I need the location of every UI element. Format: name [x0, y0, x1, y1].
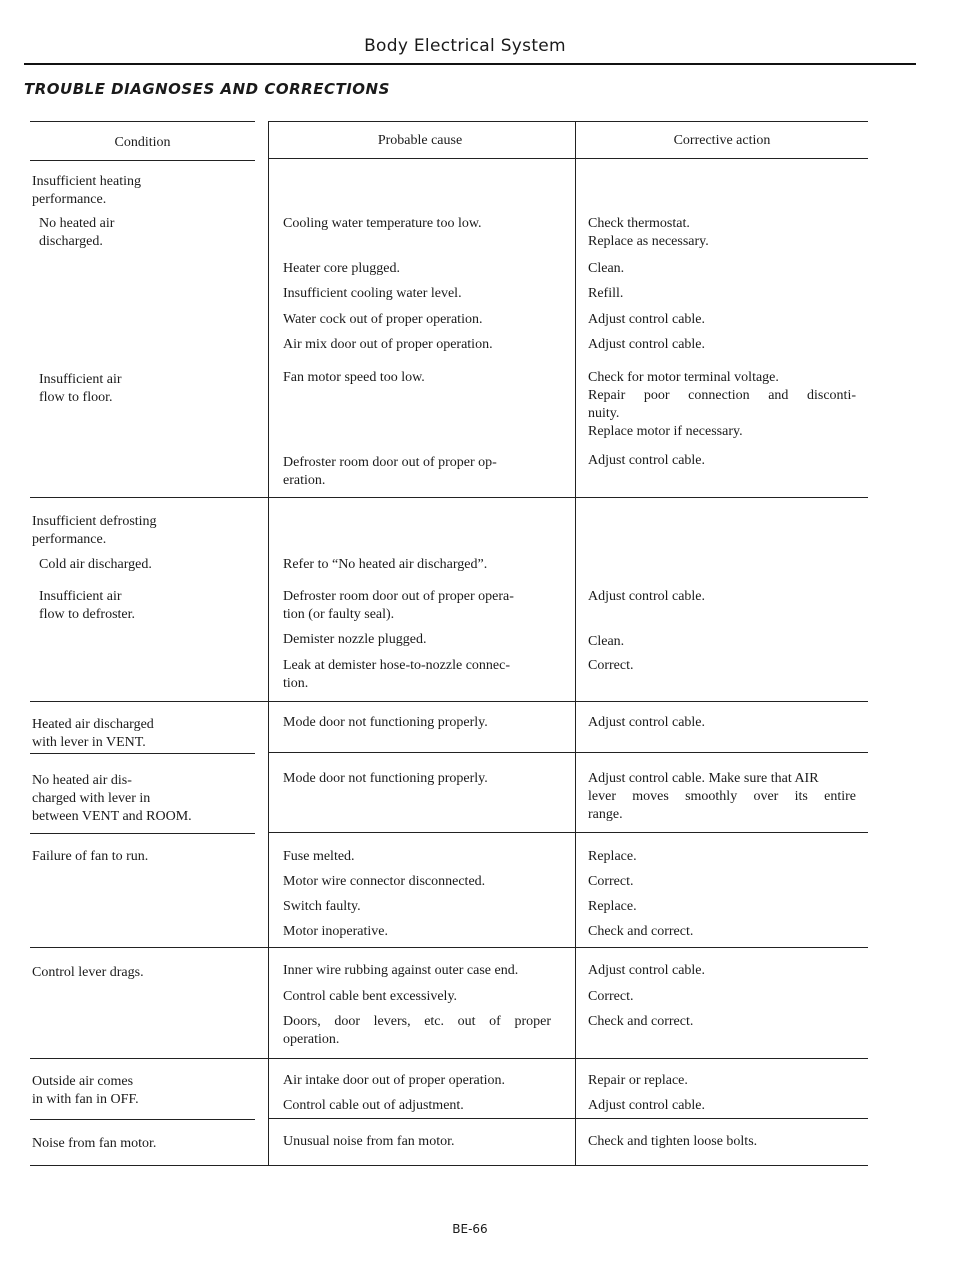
- corrective-action-text: lever moves smoothly over its entire: [588, 789, 856, 804]
- row-separator: [268, 1118, 868, 1119]
- condition-text: in with fan in OFF.: [32, 1092, 139, 1107]
- header-underline-condition: [30, 160, 255, 161]
- probable-cause-text: Mode door not functioning properly.: [283, 771, 488, 786]
- table-bottom-rule: [30, 1165, 868, 1166]
- condition-text: Insufficient defrosting: [32, 514, 157, 529]
- probable-cause-text: Unusual noise from fan motor.: [283, 1134, 455, 1149]
- probable-cause-text: Motor wire connector disconnected.: [283, 874, 486, 889]
- row-separator: [30, 947, 868, 948]
- corrective-action-text: range.: [588, 807, 623, 822]
- row-separator: [268, 832, 868, 833]
- probable-cause-text: Water cock out of proper operation.: [283, 312, 483, 327]
- condition-text: performance.: [32, 532, 107, 547]
- condition-text: Failure of fan to run.: [32, 849, 149, 864]
- corrective-action-text: Check and correct.: [588, 1014, 694, 1029]
- probable-cause-text: Doors, door levers, etc. out of proper: [283, 1014, 551, 1029]
- page-header-title: Body Electrical System: [364, 36, 566, 56]
- corrective-action-text: Replace.: [588, 899, 637, 914]
- column-header-probable-cause: Probable cause: [377, 133, 463, 148]
- probable-cause-text: Air mix door out of proper operation.: [283, 337, 493, 352]
- probable-cause-text: Control cable bent excessively.: [283, 989, 458, 1004]
- probable-cause-text: operation.: [283, 1032, 340, 1047]
- probable-cause-text: Motor inoperative.: [283, 924, 388, 939]
- section-title: TROUBLE DIAGNOSES AND CORRECTIONS: [24, 80, 390, 98]
- probable-cause-text: Mode door not functioning properly.: [283, 715, 488, 730]
- corrective-action-text: Adjust control cable.: [588, 312, 706, 327]
- condition-text: between VENT and ROOM.: [32, 809, 192, 824]
- condition-text: with lever in VENT.: [32, 735, 146, 750]
- sub-condition-text: Cold air discharged.: [39, 557, 152, 572]
- corrective-action-text: Adjust control cable.: [588, 963, 706, 978]
- corrective-action-text: Adjust control cable.: [588, 337, 706, 352]
- header-rule: [24, 63, 916, 65]
- probable-cause-text: Heater core plugged.: [283, 261, 400, 276]
- sub-condition-text: flow to floor.: [39, 390, 113, 405]
- corrective-action-text: Refill.: [588, 286, 624, 301]
- probable-cause-text: Control cable out of adjustment.: [283, 1098, 464, 1113]
- condition-text: Insufficient heating: [32, 174, 141, 189]
- row-separator: [30, 1058, 868, 1059]
- corrective-action-text: Replace.: [588, 849, 637, 864]
- corrective-action-text: Correct.: [588, 658, 634, 673]
- column-divider-right: [575, 121, 576, 1166]
- table-top-rule-cause-action: [268, 121, 868, 122]
- condition-text: Heated air discharged: [32, 717, 154, 732]
- probable-cause-text: Refer to “No heated air discharged”.: [283, 557, 488, 572]
- condition-text: performance.: [32, 192, 107, 207]
- corrective-action-text: Adjust control cable.: [588, 715, 706, 730]
- corrective-action-text: nuity.: [588, 406, 620, 421]
- row-separator: [30, 497, 868, 498]
- corrective-action-text: Adjust control cable.: [588, 1098, 706, 1113]
- probable-cause-text: Fan motor speed too low.: [283, 370, 425, 385]
- column-divider-left: [268, 121, 269, 1166]
- corrective-action-text: Clean.: [588, 634, 625, 649]
- sub-condition-text: flow to defroster.: [39, 607, 136, 622]
- sub-condition-text: Insufficient air: [39, 589, 122, 604]
- condition-text: charged with lever in: [32, 791, 151, 806]
- corrective-action-text: Clean.: [588, 261, 625, 276]
- probable-cause-text: Insufficient cooling water level.: [283, 286, 462, 301]
- sub-condition-text: discharged.: [39, 234, 103, 249]
- probable-cause-text: Switch faulty.: [283, 899, 361, 914]
- condition-text: Outside air comes: [32, 1074, 134, 1089]
- corrective-action-text: Check and tighten loose bolts.: [588, 1134, 758, 1149]
- corrective-action-text: Correct.: [588, 874, 634, 889]
- row-separator: [30, 833, 255, 834]
- corrective-action-text: Repair poor connection and disconti-: [588, 388, 856, 403]
- corrective-action-text: Adjust control cable. Make sure that AIR: [588, 771, 819, 786]
- condition-text: No heated air dis-: [32, 773, 132, 788]
- corrective-action-text: Check thermostat.: [588, 216, 690, 231]
- probable-cause-text: tion.: [283, 676, 309, 691]
- row-separator: [30, 1119, 255, 1120]
- condition-text: Noise from fan motor.: [32, 1136, 157, 1151]
- row-separator: [268, 752, 868, 753]
- probable-cause-text: Fuse melted.: [283, 849, 355, 864]
- corrective-action-text: Correct.: [588, 989, 634, 1004]
- corrective-action-text: Adjust control cable.: [588, 453, 706, 468]
- column-header-corrective-action: Corrective action: [673, 133, 771, 148]
- sub-condition-text: No heated air: [39, 216, 115, 231]
- table-top-rule-condition: [30, 121, 255, 122]
- probable-cause-text: Leak at demister hose-to-nozzle connec-: [283, 658, 511, 673]
- corrective-action-text: Adjust control cable.: [588, 589, 706, 604]
- probable-cause-text: Demister nozzle plugged.: [283, 632, 427, 647]
- page-number: BE-66: [452, 1222, 488, 1236]
- probable-cause-text: Cooling water temperature too low.: [283, 216, 482, 231]
- condition-text: Control lever drags.: [32, 965, 144, 980]
- probable-cause-text: Defroster room door out of proper op-: [283, 455, 497, 470]
- probable-cause-text: tion (or faulty seal).: [283, 607, 395, 622]
- probable-cause-text: Inner wire rubbing against outer case end.: [283, 963, 519, 978]
- probable-cause-text: eration.: [283, 473, 326, 488]
- row-separator: [30, 753, 255, 754]
- corrective-action-text: Check for motor terminal voltage.: [588, 370, 779, 385]
- sub-condition-text: Insufficient air: [39, 372, 122, 387]
- column-header-condition: Condition: [114, 135, 171, 150]
- corrective-action-text: Repair or replace.: [588, 1073, 688, 1088]
- probable-cause-text: Defroster room door out of proper opera-: [283, 589, 514, 604]
- probable-cause-text: Air intake door out of proper operation.: [283, 1073, 505, 1088]
- corrective-action-text: Replace motor if necessary.: [588, 424, 743, 439]
- row-separator: [30, 701, 868, 702]
- header-underline-cause-action: [268, 158, 868, 159]
- corrective-action-text: Check and correct.: [588, 924, 694, 939]
- corrective-action-text: Replace as necessary.: [588, 234, 709, 249]
